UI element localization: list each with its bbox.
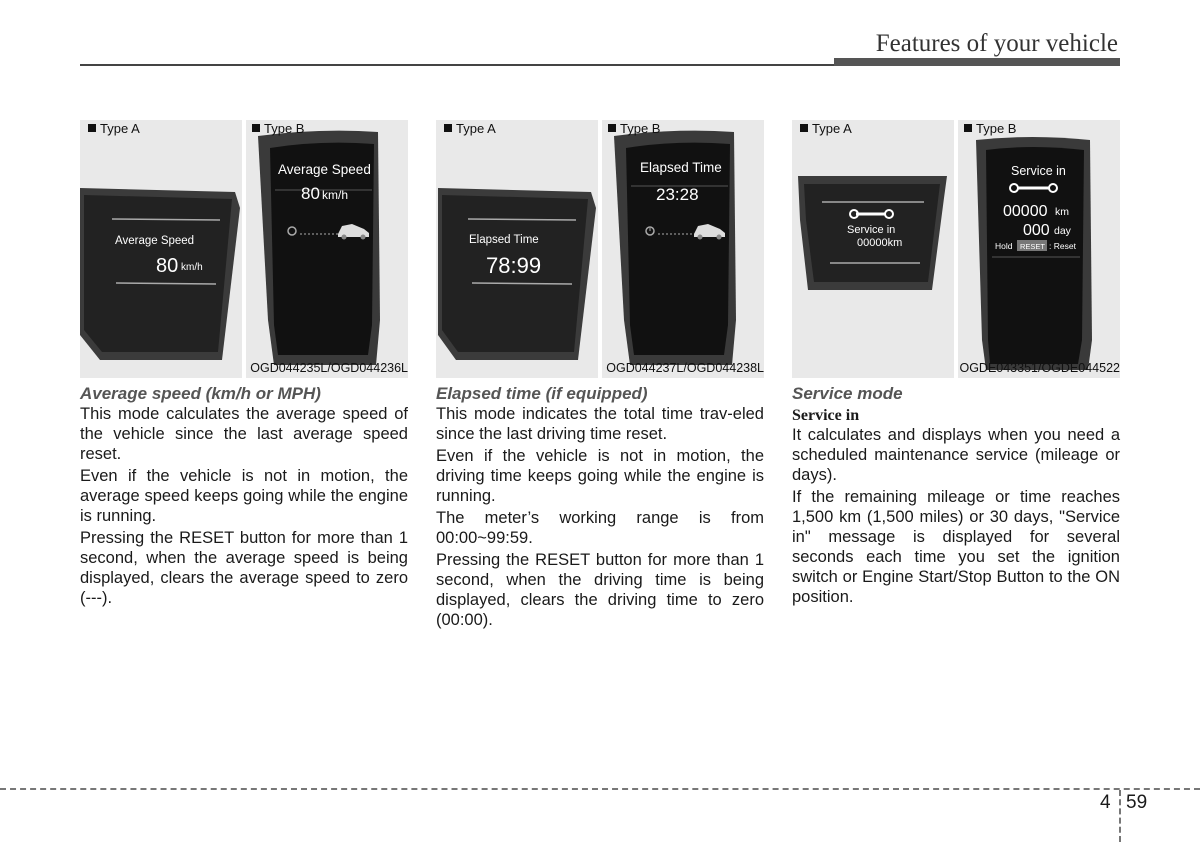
display-value: 80: [301, 184, 320, 203]
figure-elapsed-time: [436, 120, 764, 378]
image-code: OGD044235L/OGD044236L: [250, 361, 408, 375]
display-line: 00000km: [857, 237, 903, 249]
hold-label: Hold: [995, 241, 1013, 251]
header-rule-accent: [834, 58, 1120, 66]
section-service-mode: [792, 120, 1120, 607]
section-heading: Service mode: [792, 384, 903, 403]
km-value: 00000: [1003, 203, 1048, 220]
type-a-label: Type A: [88, 121, 140, 136]
reset-key: RESET: [1020, 242, 1046, 251]
display-title: Average Speed: [278, 162, 371, 177]
type-b-label: Type B: [608, 121, 660, 136]
display-unit: km/h: [322, 188, 349, 202]
image-code: OGD044237L/OGD044238L: [606, 361, 764, 375]
paragraph: It calculates and displays when you need a scheduled maintenance service (mileage or days).: [792, 426, 1120, 484]
image-code: OGDE043351/OGDE044522: [959, 361, 1120, 375]
header-rule: [80, 64, 836, 66]
display-title: Elapsed Time: [640, 160, 722, 175]
figure-service-mode: [792, 120, 1120, 378]
figure-average-speed: [80, 120, 408, 378]
display-title: Average Speed: [115, 235, 195, 247]
paragraph: Pressing the RESET button for more than 1 second, when the driving time is being displayed, clears the driving time to zero (00:00).: [436, 551, 764, 629]
display-value: 80: [156, 255, 179, 277]
day-value: 000: [1023, 222, 1050, 239]
display-title: Service in: [1011, 164, 1066, 178]
reset-label: : Reset: [1049, 241, 1076, 251]
type-a-label: Type A: [444, 121, 496, 136]
display-title: Elapsed Time: [469, 234, 539, 246]
display-value: 78:99: [486, 253, 542, 278]
paragraph: Even if the vehicle is not in motion, the average speed keeps going while the engine is running.: [80, 467, 408, 525]
footer-rule: [0, 788, 1200, 790]
section-elapsed-time: [436, 120, 764, 630]
chapter-number: 4: [1100, 792, 1111, 813]
type-a-label: Type A: [800, 121, 852, 136]
type-b-label: Type B: [964, 121, 1016, 136]
paragraph: If the remaining mileage or time reaches 1,500 km (1,500 miles) or 30 days, "Service in" message is displayed for several seconds each time you set the ignition switch or Engine Start/Stop Button to the ON position.: [792, 488, 1120, 606]
paragraph: This mode calculates the average speed of the vehicle since the last average speed reset.: [80, 405, 408, 463]
display-unit: km/h: [181, 262, 203, 273]
paragraph: This mode indicates the total time trav-eled since the last driving time reset.: [436, 405, 764, 443]
km-unit: km: [1055, 206, 1069, 218]
type-b-label: Type B: [252, 121, 304, 136]
display-value: 23:28: [656, 185, 699, 204]
display-line: Service in: [847, 224, 896, 236]
section-heading: Elapsed time (if equipped): [436, 384, 648, 403]
page-header-title: Features of your vehicle: [875, 30, 1118, 57]
section-heading: Average speed (km/h or MPH): [80, 384, 321, 403]
footer-separator: [1119, 790, 1121, 842]
paragraph: The meter’s working range is from 00:00~99:59.: [436, 509, 764, 547]
page-number: 59: [1126, 792, 1148, 813]
section-average-speed: [80, 120, 408, 608]
day-unit: day: [1054, 225, 1071, 237]
paragraph: Even if the vehicle is not in motion, the driving time keeps going while the engine is running.: [436, 447, 764, 505]
subheading: Service in: [792, 407, 860, 424]
paragraph: Pressing the RESET button for more than 1 second, when the average speed is being displayed, clears the average speed to zero (---).: [80, 529, 408, 607]
